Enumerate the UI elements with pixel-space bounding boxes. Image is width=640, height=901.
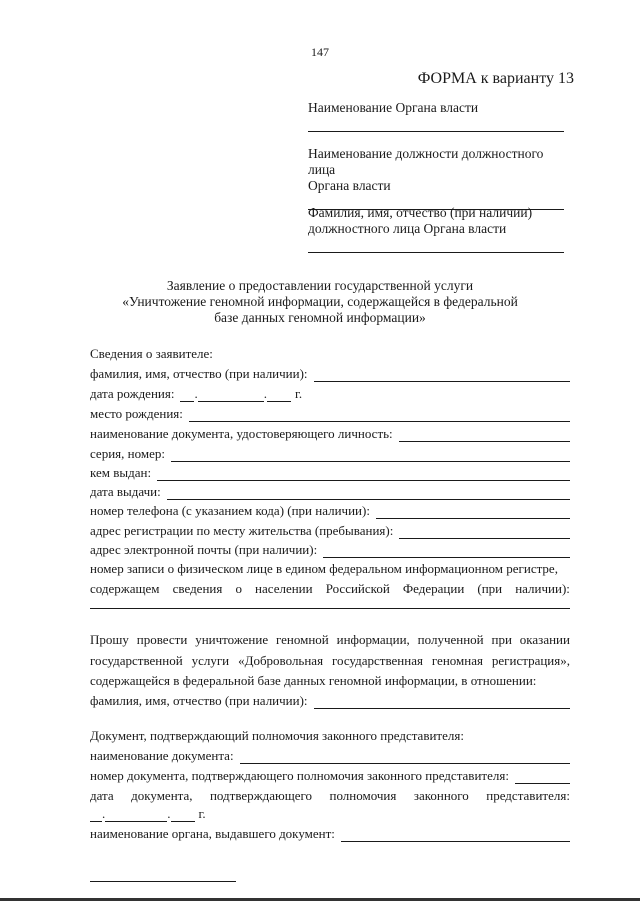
footnote-separator <box>90 880 236 882</box>
birth-year-field[interactable] <box>267 389 291 402</box>
request-line-3: содержащейся в федеральной базе данных геномной информации, в отношении: <box>90 673 537 688</box>
email-field[interactable] <box>323 545 570 558</box>
authority-position-label-2: Органа власти <box>308 178 391 193</box>
authority-fio-label-1: Фамилия, имя, отчество (при наличии) <box>308 205 533 220</box>
record-number-field[interactable] <box>90 607 570 609</box>
birth-place-row: место рождения: <box>90 406 570 422</box>
rep-doc-number-row: номер документа, подтверждающего полномочия законного представителя: <box>90 768 570 784</box>
issue-date-row: дата выдачи: <box>90 484 570 500</box>
address-row: адрес регистрации по месту жительства (пребывания): <box>90 523 570 539</box>
rep-doc-name-field[interactable] <box>240 751 570 764</box>
rep-doc-year-field[interactable] <box>171 809 195 822</box>
email-row: адрес электронной почты (при наличии): <box>90 542 570 558</box>
title-line-1: Заявление о предоставлении государственной услуги <box>166 278 474 293</box>
authority-fio-label-2: должностного лица Органа власти <box>308 221 507 236</box>
rep-doc-date-row: дата документа, подтверждающего полномочия законного представителя: <box>90 788 570 803</box>
issued-by-field[interactable] <box>157 468 570 481</box>
birth-month-field[interactable] <box>198 389 264 402</box>
birth-day-field[interactable] <box>180 389 194 402</box>
rep-doc-date-fields: . . г. <box>90 806 570 822</box>
form-label: ФОРМА к варианту 13 <box>417 70 574 87</box>
authority-fio-field[interactable] <box>308 251 564 253</box>
phone-row: номер телефона (с указанием кода) (при наличии): <box>90 503 570 519</box>
rep-doc-day-field[interactable] <box>90 809 102 822</box>
id-doc-row: наименование документа, удостоверяющего личность: <box>90 426 570 442</box>
authority-organ-field[interactable] <box>308 130 564 132</box>
applicant-header: Сведения о заявителе: <box>90 346 213 361</box>
authority-position-label-1: Наименование должности должностного лица <box>308 146 544 177</box>
series-row: серия, номер: <box>90 446 570 462</box>
authority-organ-block <box>308 100 564 132</box>
subject-fio-row: фамилия, имя, отчество (при наличии): <box>90 693 570 709</box>
rep-issuer-row: наименование органа, выдавшего документ: <box>90 826 570 842</box>
authority-organ-label: Наименование Органа власти <box>308 100 479 115</box>
record-number-row-2: содержащем сведения о населении Российской Федерации (при наличии): <box>90 581 570 596</box>
rep-doc-month-field[interactable] <box>105 809 167 822</box>
request-line-2: государственной услуги «Добровольная государственная геномная регистрация», <box>90 653 570 668</box>
page-number: 147 <box>311 45 329 59</box>
record-number-row-1: номер записи о физическом лице в едином федеральном информационном регистре, <box>90 561 558 576</box>
title-line-2: «Уничтожение геномной информации, содержащейся в федеральной <box>122 294 518 309</box>
birth-place-field[interactable] <box>189 409 570 422</box>
rep-doc-name-row: наименование документа: <box>90 748 570 764</box>
representative-header: Документ, подтверждающий полномочия законного представителя: <box>90 728 464 743</box>
title-line-3: базе данных геномной информации» <box>214 310 426 325</box>
address-field[interactable] <box>399 526 570 539</box>
authority-position-block <box>308 146 564 210</box>
id-doc-field[interactable] <box>399 429 570 442</box>
applicant-fio-field[interactable] <box>314 369 570 382</box>
series-field[interactable] <box>171 449 570 462</box>
request-line-1: Прошу провести уничтожение геномной информации, полученной при оказании <box>90 632 570 647</box>
subject-fio-field[interactable] <box>314 696 570 709</box>
applicant-fio-row: фамилия, имя, отчество (при наличии): <box>90 366 570 382</box>
phone-field[interactable] <box>376 506 570 519</box>
application-title <box>0 278 640 326</box>
rep-issuer-field[interactable] <box>341 829 570 842</box>
issue-date-field[interactable] <box>167 487 570 500</box>
birth-date-row: дата рождения: . . г. <box>90 386 303 401</box>
issued-by-row: кем выдан: <box>90 465 570 481</box>
rep-doc-number-field[interactable] <box>515 771 570 784</box>
authority-fio-block <box>308 205 564 253</box>
